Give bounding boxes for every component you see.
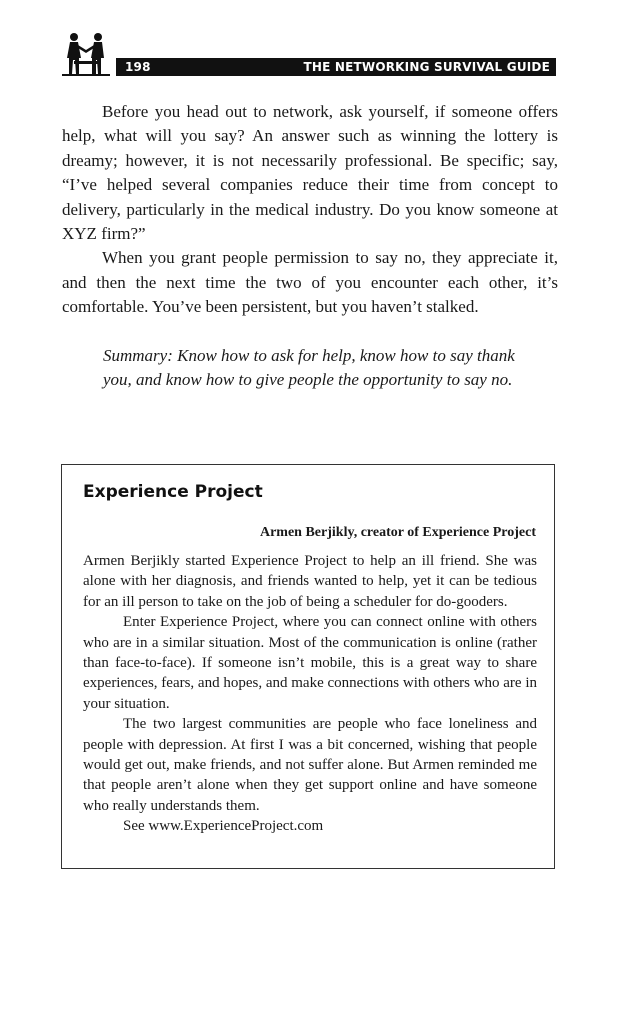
sidebar-paragraph: Enter Experience Project, where you can connect online with others who are in a similar situation. Most of the communication is online (rather than face-to-face). If someone isn’t mobile, this is a great way to share experiences, fears, and hopes, and make connections with others who are in your situation. (83, 614, 538, 712)
sidebar-box (61, 464, 555, 869)
body-text (62, 100, 558, 320)
sidebar-byline: Armen Berjikly, creator of Experience Project (259, 525, 536, 540)
header-bar (116, 58, 556, 76)
running-title: THE NETWORKING SURVIVAL GUIDE (303, 60, 550, 74)
handshake-icon (60, 28, 112, 80)
summary: Summary: Know how to ask for help, know how to say thank you, and know how to give people the opportunity to say no. (103, 346, 515, 390)
sidebar-paragraph: The two largest communities are people who face loneliness and people with depression. At first I was a bit concerned, wishing that people would get out, make friends, and not suffer alone. But Armen reminded me that people aren’t alone when they get support online and have someone who really understands them. (83, 716, 537, 814)
sidebar-title: Experience Project (83, 482, 263, 502)
paragraph: When you grant people permission to say no, they appreciate it, and then the next time the two of you encounter each other, it’s comfortable. You’ve been persistent, but you haven’t stalked. (62, 248, 558, 317)
running-header (60, 28, 556, 80)
sidebar-link-text: See www.ExperienceProject.com (123, 818, 324, 835)
sidebar-paragraph: Armen Berjikly started Experience Project to help an ill friend. She was alone with her diagnosis, and friends wanted to help, yet it can be tedious for an ill person to take on the job of being a scheduler for do-gooders. (83, 553, 537, 610)
paragraph: Before you head out to network, ask yourself, if someone offers help, what will you say? An answer such as winning the lottery is dreamy; however, it is not necessarily professional. Be specific; say, “I’ve helped several companies reduce their time from concept to delivery, particularly in the medical industry. Do you know someone at XYZ firm?” (62, 102, 558, 244)
sidebar-body (83, 551, 537, 837)
page-number: 198 (125, 60, 151, 74)
